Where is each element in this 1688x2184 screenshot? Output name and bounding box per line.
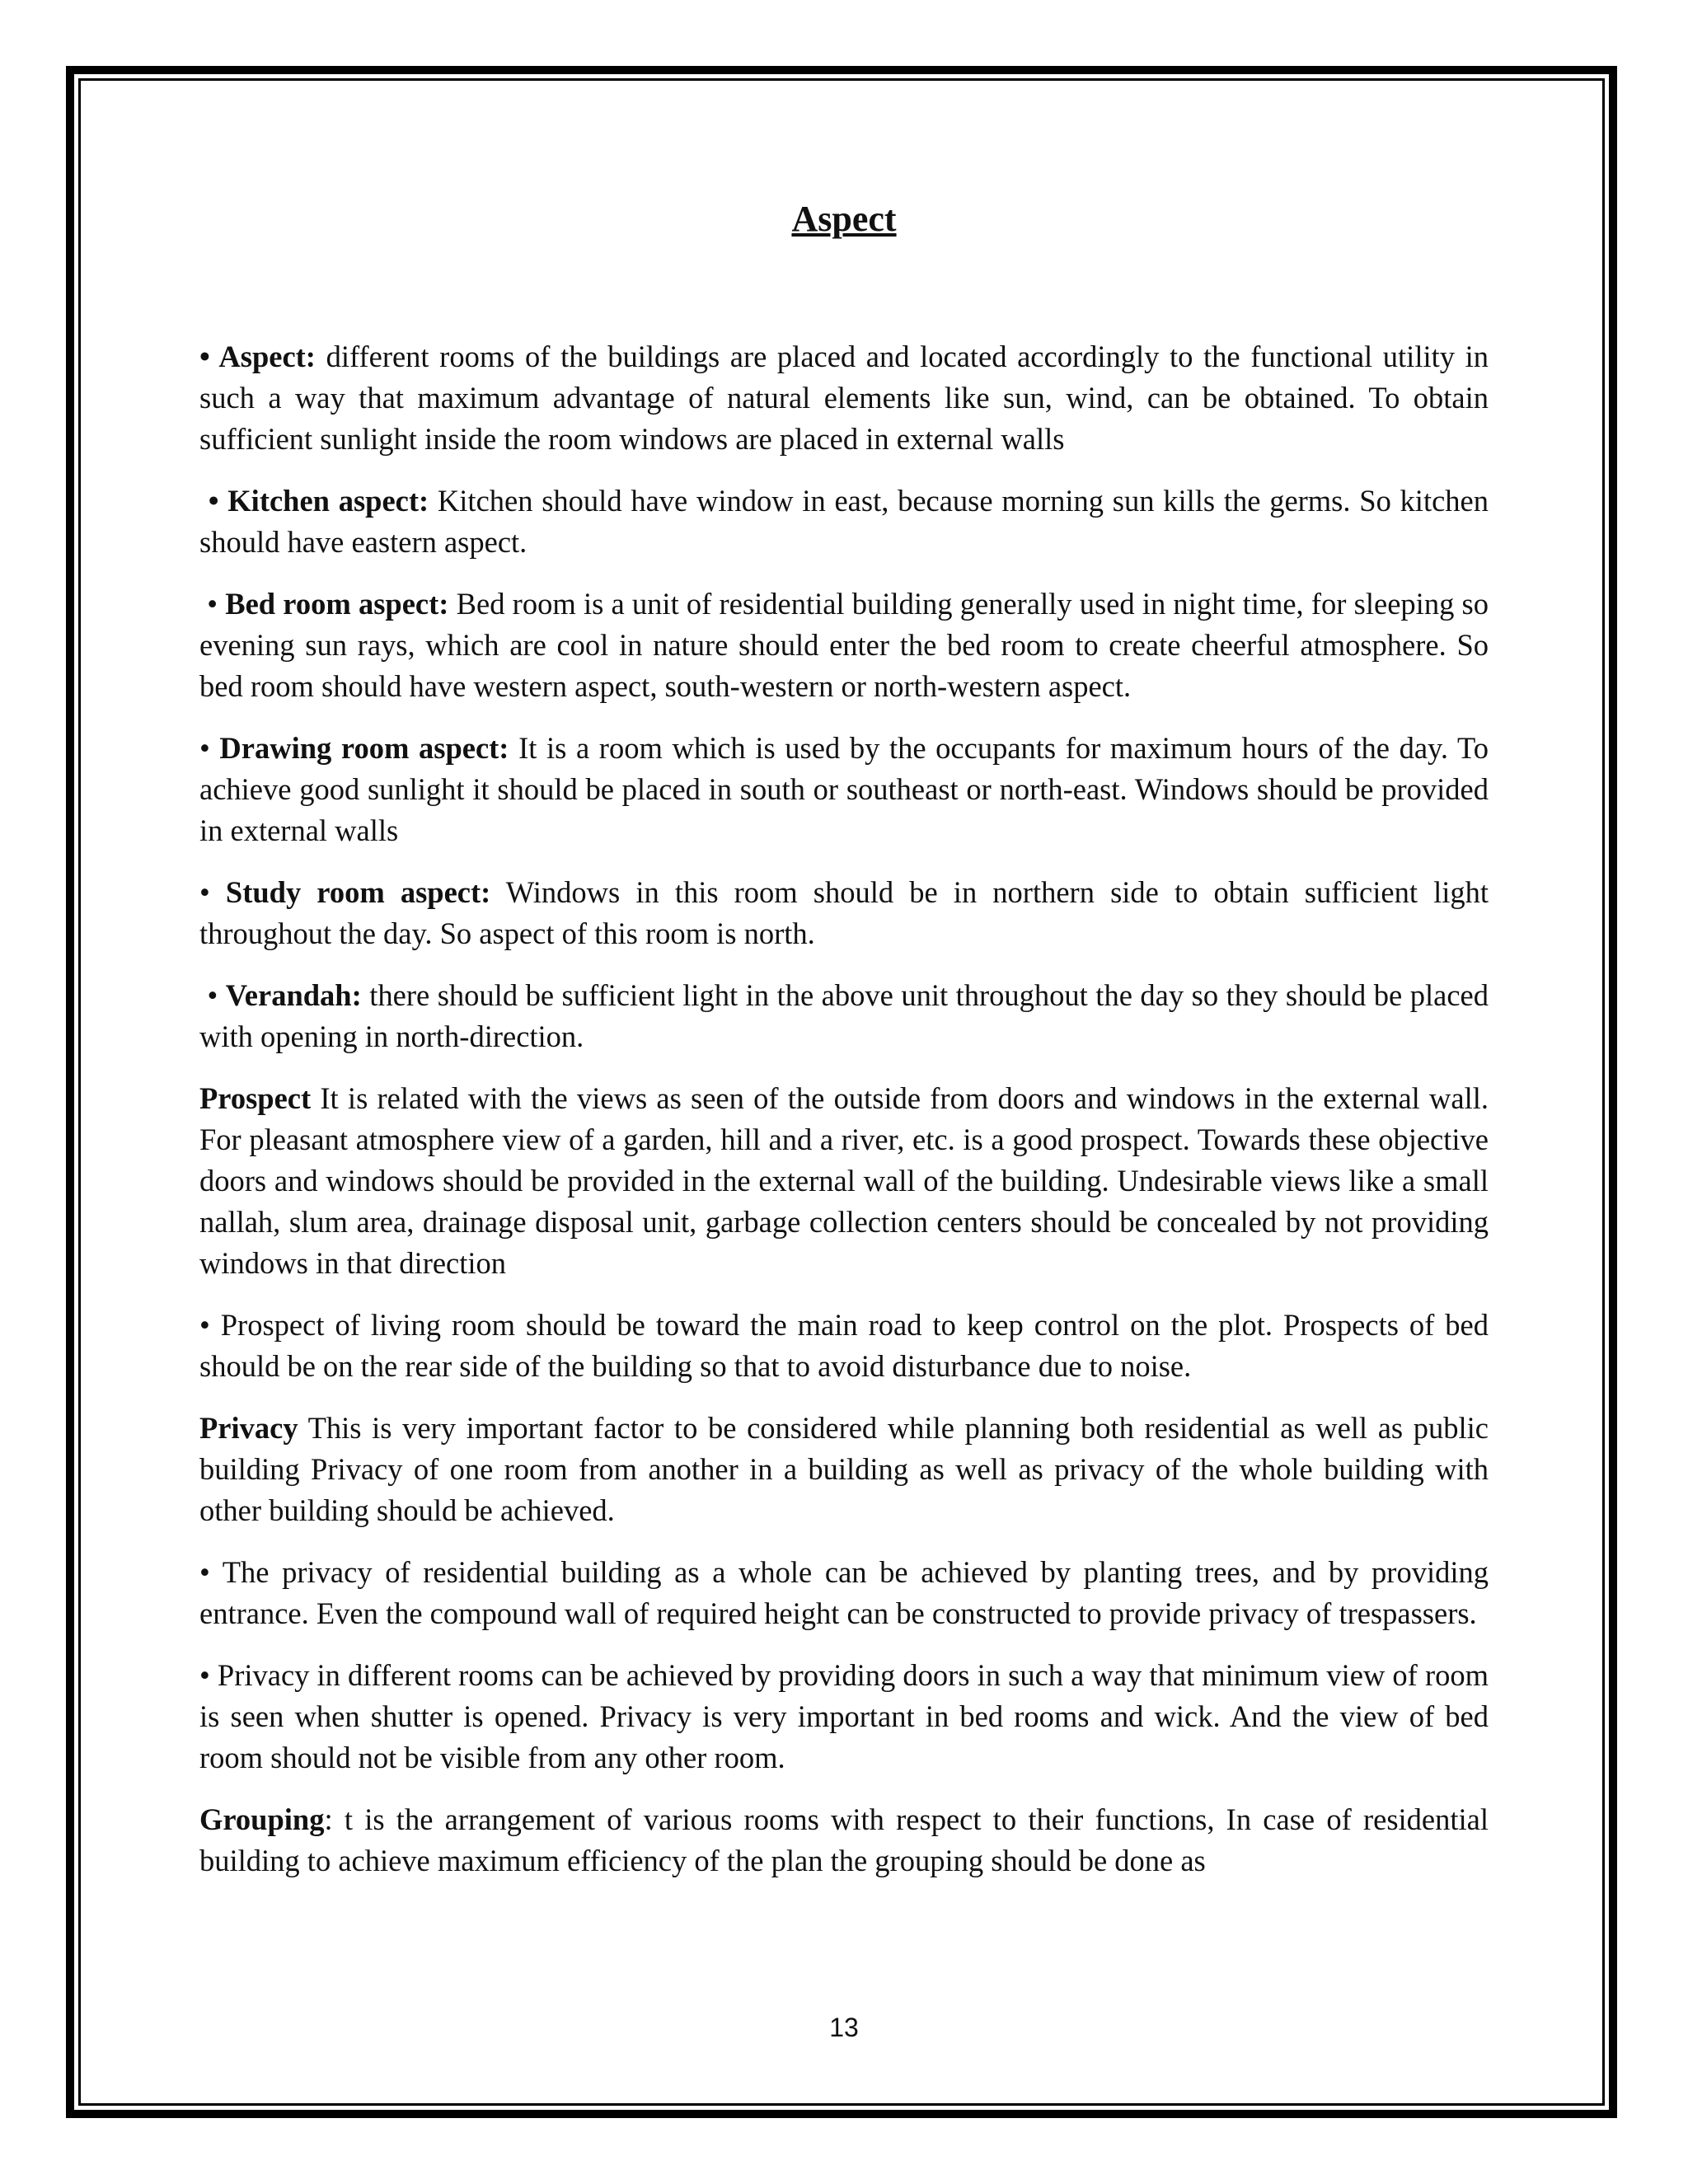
- paragraph-term: Privacy: [199, 1411, 298, 1445]
- paragraph-term: Study room aspect:: [225, 875, 491, 909]
- paragraph-aspect: [199, 336, 1489, 460]
- paragraph-privacy: [199, 1408, 1489, 1531]
- paragraph-text: It is a room which is used by the occupants for maximum hours of the day. To achieve good sunlight it should be placed in south or southeast or north-east. Windows should be provided in external walls: [199, 731, 1489, 847]
- paragraph-verandah: [199, 975, 1489, 1057]
- paragraph-prospect-living-room: [199, 1305, 1489, 1387]
- paragraph-term: Verandah:: [225, 978, 362, 1012]
- paragraph-bullet: •: [199, 875, 226, 909]
- paragraph-term: Grouping: [199, 1802, 325, 1836]
- paragraph-text: there should be sufficient light in the above unit throughout the day so they should be placed with opening in north-direction.: [199, 978, 1489, 1053]
- paragraph-term: • Aspect:: [199, 340, 316, 373]
- page-content: [199, 194, 1489, 1902]
- paragraph-term: Prospect: [199, 1081, 312, 1115]
- paragraph-text: different rooms of the buildings are placed and located accordingly to the functional utility in such a way that maximum advantage of natural elements like sun, wind, can be obtained. To obtain sufficient sunlight inside the room windows are placed in external walls: [199, 340, 1489, 456]
- paragraph-bullet: •: [199, 731, 220, 765]
- paragraph-term: • Kitchen aspect:: [199, 484, 429, 518]
- page-title: Aspect: [791, 199, 897, 239]
- paragraph-bed-room-aspect: [199, 583, 1489, 707]
- paragraph-grouping: [199, 1799, 1489, 1882]
- paragraph-privacy-rooms: [199, 1655, 1489, 1779]
- paragraph-term: Bed room aspect:: [225, 587, 449, 621]
- paragraph-text: • The privacy of residential building as a whole can be achieved by planting trees, and by providing entrance. Even the compound wall of required height can be constructed to provide privacy of trespassers.: [199, 1555, 1489, 1630]
- paragraph-text: • Privacy in different rooms can be achieved by providing doors in such a way that minimum view of room is seen when shutter is opened. Privacy is very important in bed rooms and wick. And the view of bed room should not be visible from any other room.: [199, 1658, 1489, 1774]
- paragraph-bullet: •: [199, 978, 226, 1012]
- paragraph-drawing-room-aspect: [199, 728, 1489, 851]
- paragraph-kitchen-aspect: [199, 480, 1489, 563]
- paragraph-bullet: •: [199, 587, 226, 621]
- paragraph-text: • Prospect of living room should be toward the main road to keep control on the plot. Prospects of bed should be on the rear side of the building so that to avoid disturbance due to noise.: [199, 1308, 1489, 1383]
- paragraph-text: Windows in this room should be in northern side to obtain sufficient light throughout the day. So aspect of this room is north.: [199, 875, 1489, 950]
- paragraph-prospect: [199, 1078, 1489, 1284]
- paragraph-study-room-aspect: [199, 872, 1489, 954]
- paragraph-term: Drawing room aspect:: [219, 731, 509, 765]
- paragraph-text: Kitchen should have window in east, because morning sun kills the germs. So kitchen should have eastern aspect.: [199, 484, 1489, 559]
- paragraph-text: This is very important factor to be considered while planning both residential as well as public building Privacy of one room from another in a building as well as privacy of the whole building with other building should be achieved.: [199, 1411, 1489, 1527]
- paragraph-text: Bed room is a unit of residential building generally used in night time, for sleeping so evening sun rays, which are cool in nature should enter the bed room to create cheerful atmosphere. So bed room should have western aspect, south-western or north-western aspect.: [199, 587, 1489, 703]
- paragraph-text: : t is the arrangement of various rooms with respect to their functions, In case of residential building to achieve maximum efficiency of the plan the grouping should be done as: [199, 1802, 1489, 1877]
- page-number: 13: [829, 2013, 859, 2042]
- paragraph-privacy-residential: [199, 1552, 1489, 1634]
- paragraph-text: It is related with the views as seen of the outside from doors and windows in the external wall. For pleasant atmosphere view of a garden, hill and a river, etc. is a good prospect. Towards these objective doors and windows should be provided in the external wall of the building. Undesirable views like a small nallah, slum area, drainage disposal unit, garbage collection centers should be concealed by not providing windows in that direction: [199, 1081, 1489, 1280]
